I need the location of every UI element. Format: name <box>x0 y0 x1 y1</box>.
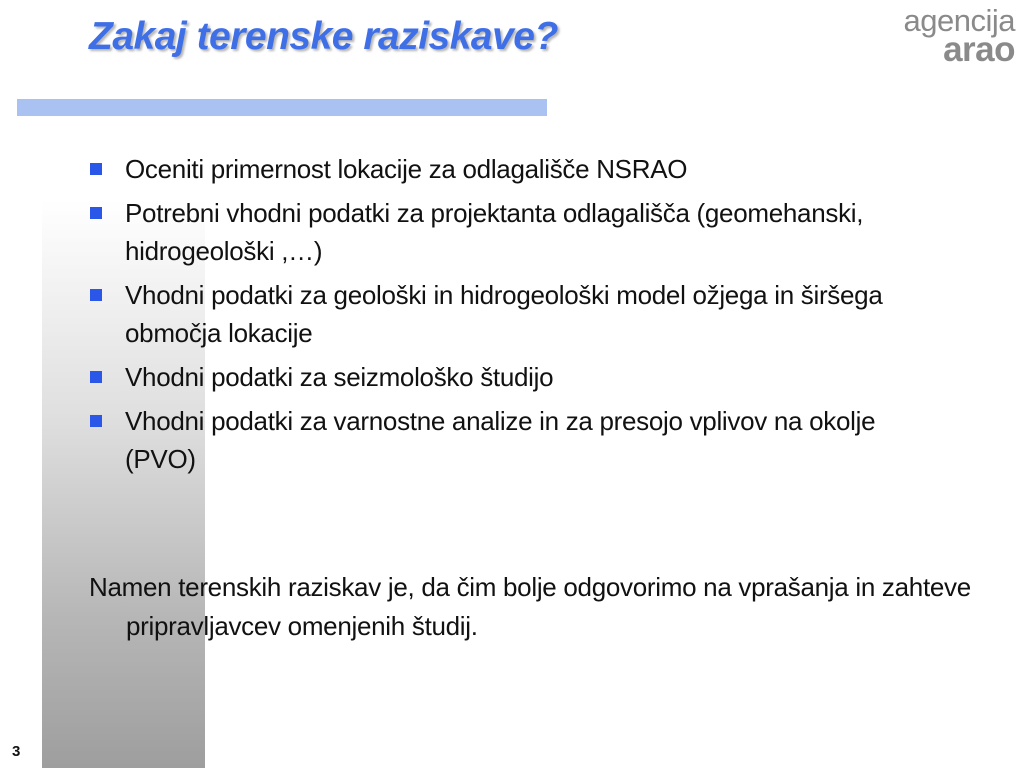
logo-text-agencija: agencija <box>903 3 1015 38</box>
bullet-item <box>90 358 910 396</box>
slide-title: Zakaj terenske raziskave? <box>89 15 558 58</box>
square-bullet-icon <box>90 371 102 383</box>
closing-paragraph: Namen terenskih raziskav je, da čim bolje odgovorimo na vprašanja in zahteve pripravljavcev omenjenih študij. <box>89 572 971 641</box>
title-underline-bar <box>17 99 547 116</box>
bullet-item <box>90 194 910 270</box>
bullet-item <box>90 402 910 478</box>
bullet-item <box>90 276 910 352</box>
square-bullet-icon <box>90 163 102 175</box>
bullet-text: Vhodni podatki za seizmološko študijo <box>125 362 554 392</box>
bullet-list <box>90 150 910 484</box>
square-bullet-icon <box>90 207 102 219</box>
agencija-arao-logo <box>885 5 1015 67</box>
square-bullet-icon <box>90 415 102 427</box>
bullet-text: Oceniti primernost lokacije za odlagališče NSRAO <box>125 154 688 184</box>
logo-text-arao: arao <box>943 30 1015 69</box>
bullet-text: Vhodni podatki za geološki in hidrogeološki model ožjega in širšega območja lokacije <box>125 280 883 348</box>
page-number: 3 <box>12 743 21 760</box>
square-bullet-icon <box>90 289 102 301</box>
bullet-text: Vhodni podatki za varnostne analize in za presojo vplivov na okolje (PVO) <box>125 406 876 474</box>
bullet-text: Potrebni vhodni podatki za projektanta odlagališča (geomehanski, hidrogeološki ,…) <box>125 198 864 266</box>
bullet-item <box>90 150 910 188</box>
